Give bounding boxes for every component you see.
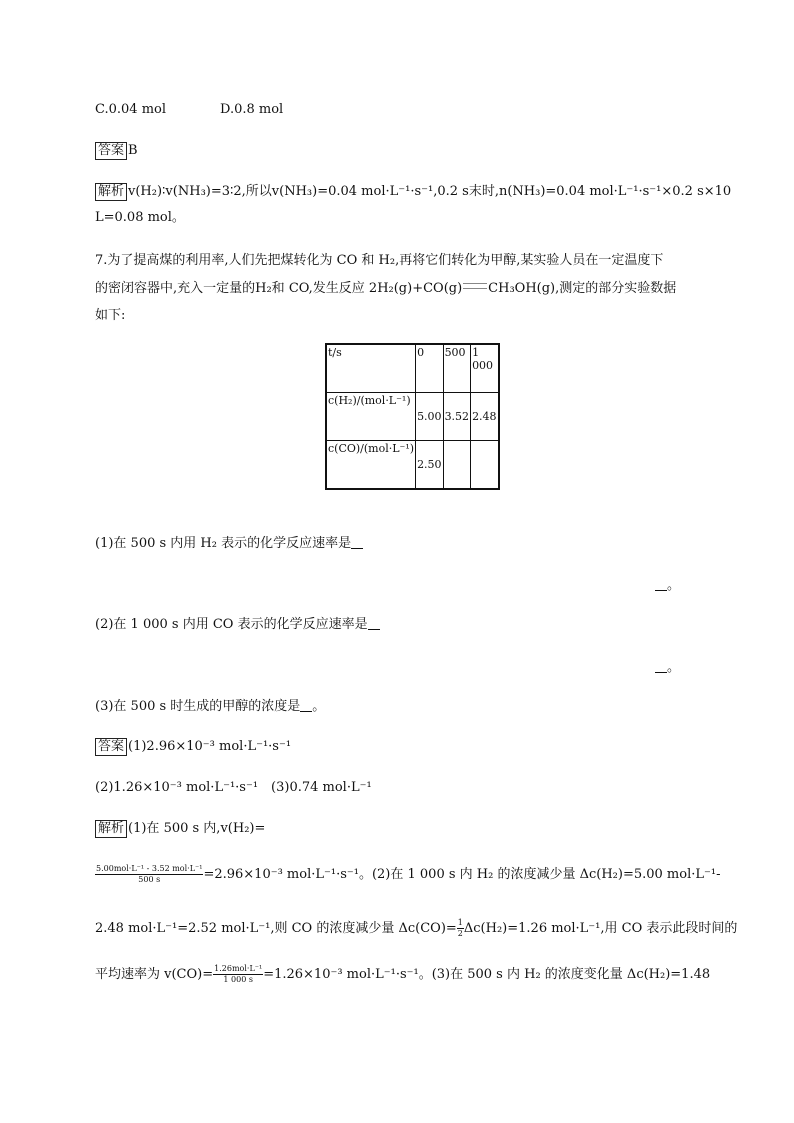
fraction-denominator: 1 000 s bbox=[223, 975, 253, 984]
analysis-2-text-3b: Δc(H₂)=1.26 mol·L⁻¹,用 CO 表示此段时间的 bbox=[463, 921, 738, 936]
table-header-cell: 1 000 bbox=[471, 344, 499, 393]
analysis-2-text-4a: 平均速率为 v(CO)= bbox=[95, 967, 214, 982]
question-7-line-1: 7.为了提高煤的利用率,人们先把煤转化为 CO 和 H₂,再将它们转化为甲醇,某实验人员在一定温度下 bbox=[95, 253, 664, 268]
end-mark: 。 bbox=[667, 660, 681, 675]
analysis-1-line-1 bbox=[95, 183, 731, 201]
fraction-denominator: 2 bbox=[457, 929, 463, 938]
answer-blank[interactable] bbox=[655, 660, 667, 673]
equilibrium-arrow-icon bbox=[463, 283, 487, 289]
analysis-2-line-1 bbox=[95, 820, 265, 838]
analysis-2-line-4 bbox=[95, 964, 710, 985]
table-header-cell: t/s bbox=[326, 344, 416, 393]
question-7-line-2b: CH₃OH(g),测定的部分实验数据 bbox=[488, 281, 677, 296]
analysis-1-text-1: v(H₂)∶v(NH₃)=3∶2,所以v(NH₃)=0.04 mol·L⁻¹·s⁻¹,0.2 s末时,n(NH₃)=0.04 mol·L⁻¹·s⁻¹×0.2 s×10 bbox=[128, 184, 732, 199]
fraction bbox=[95, 864, 203, 885]
table-cell bbox=[443, 441, 471, 490]
analysis-2-line-3 bbox=[95, 918, 737, 939]
answer-2-text-1: (1)2.96×10⁻³ mol·L⁻¹·s⁻¹ bbox=[128, 739, 292, 754]
fraction-numerator: 1 bbox=[457, 918, 463, 927]
analysis-2-text-1: (1)在 500 s 内,v(H₂)= bbox=[128, 821, 266, 836]
table-cell: c(CO)/(mol·L⁻¹) bbox=[326, 441, 416, 490]
table-row bbox=[326, 441, 499, 490]
answer-1 bbox=[95, 142, 138, 160]
subquestion-2-text: (2)在 1 000 s 内用 CO 表示的化学反应速率是 bbox=[95, 617, 368, 632]
answer-tag: 答案 bbox=[95, 738, 127, 756]
question-7-line-2 bbox=[95, 280, 676, 298]
subquestion-1-end bbox=[655, 577, 680, 595]
question-7-line-2a: 的密闭容器中,充入一定量的H₂和 CO,发生反应 2H₂(g)+CO(g) bbox=[95, 281, 463, 296]
end-mark: 。 bbox=[312, 699, 326, 714]
subquestion-3 bbox=[95, 698, 325, 716]
analysis-2-text-4b: =1.26×10⁻³ mol·L⁻¹·s⁻¹。(3)在 500 s 内 H₂ 的浓度变化量 Δc(H₂)=1.48 bbox=[263, 967, 711, 982]
fraction-denominator: 500 s bbox=[138, 875, 161, 884]
answer-blank[interactable] bbox=[655, 578, 667, 591]
option-d: D.0.8 mol bbox=[220, 102, 284, 117]
fraction bbox=[457, 918, 464, 939]
answer-blank[interactable] bbox=[300, 699, 312, 712]
analysis-2-line-2 bbox=[95, 864, 720, 885]
analysis-1-line-2: L=0.08 mol。 bbox=[95, 210, 185, 225]
analysis-2-text-2: =2.96×10⁻³ mol·L⁻¹·s⁻¹。(2)在 1 000 s 内 H₂ 的浓度减少量 Δc(H₂)=5.00 mol·L⁻¹- bbox=[203, 867, 721, 882]
fraction-numerator: 5.00mol·L⁻¹ - 3.52 mol·L⁻¹ bbox=[96, 864, 203, 873]
table-header-cell: 0 bbox=[416, 344, 444, 393]
answer-2-line-2: (2)1.26×10⁻³ mol·L⁻¹·s⁻¹ (3)0.74 mol·L⁻¹ bbox=[95, 780, 372, 795]
subquestion-1 bbox=[95, 535, 363, 553]
answer-tag: 答案 bbox=[95, 142, 127, 160]
table-cell: 3.52 bbox=[443, 393, 471, 441]
table-header-cell: 500 bbox=[443, 344, 471, 393]
answer-1-text: B bbox=[128, 143, 138, 158]
table-cell: 2.48 bbox=[471, 393, 499, 441]
table-cell: 2.50 bbox=[416, 441, 444, 490]
analysis-2-text-3a: 2.48 mol·L⁻¹=2.52 mol·L⁻¹,则 CO 的浓度减少量 Δc(CO)= bbox=[95, 921, 457, 936]
fraction bbox=[213, 964, 263, 985]
answer-2-line-1 bbox=[95, 738, 291, 756]
question-7-line-3: 如下: bbox=[95, 308, 126, 323]
end-mark: 。 bbox=[667, 578, 681, 593]
fraction-numerator: 1.26mol·L⁻¹ bbox=[214, 964, 263, 973]
answer-blank[interactable] bbox=[351, 536, 363, 549]
table-cell: c(H₂)/(mol·L⁻¹) bbox=[326, 393, 416, 441]
analysis-tag: 解析 bbox=[95, 820, 127, 838]
table-row bbox=[326, 393, 499, 441]
table-header-row bbox=[326, 344, 499, 393]
subquestion-2 bbox=[95, 616, 380, 634]
subquestion-3-text: (3)在 500 s 时生成的甲醇的浓度是 bbox=[95, 699, 301, 714]
answer-blank[interactable] bbox=[368, 617, 380, 630]
option-c: C.0.04 mol bbox=[95, 102, 167, 117]
subquestion-1-text: (1)在 500 s 内用 H₂ 表示的化学反应速率是 bbox=[95, 536, 352, 551]
experiment-data-table bbox=[325, 343, 500, 490]
subquestion-2-end bbox=[655, 659, 680, 677]
analysis-tag: 解析 bbox=[95, 183, 127, 201]
table-cell: 5.00 bbox=[416, 393, 444, 441]
table-cell bbox=[471, 441, 499, 490]
